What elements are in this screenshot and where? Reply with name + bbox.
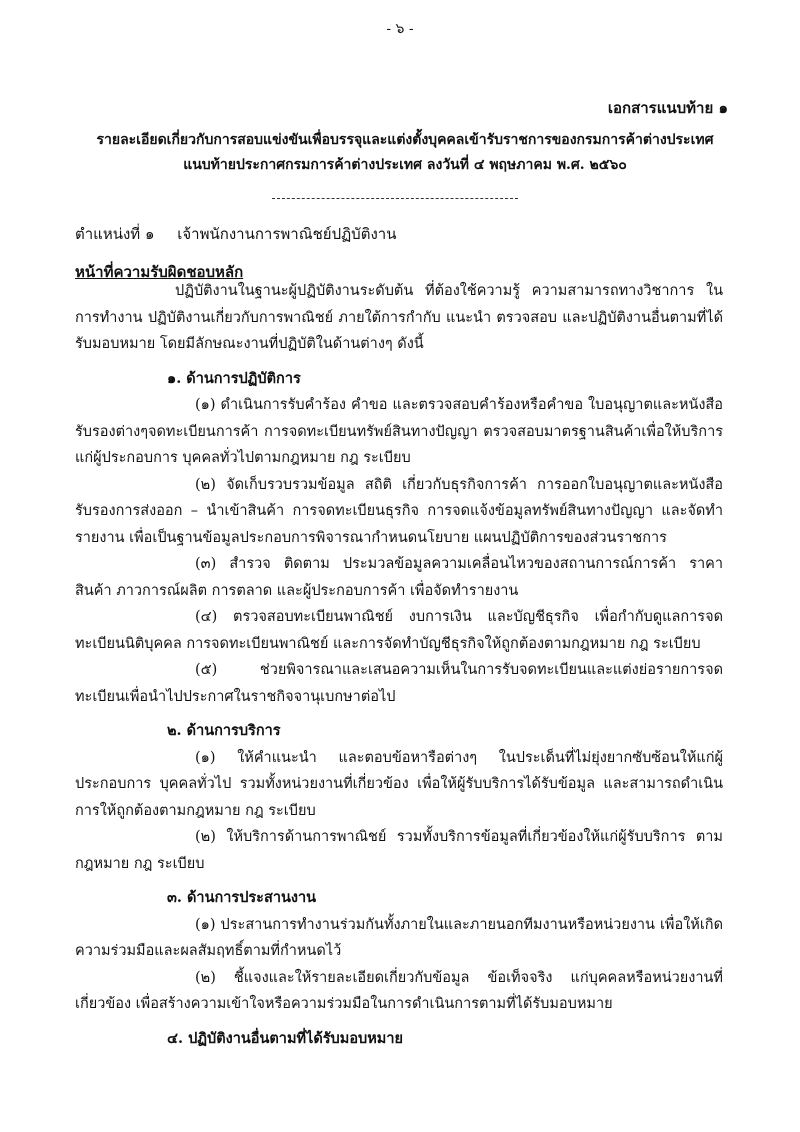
position-label: ตำแหน่งที่ ๑ xyxy=(75,225,155,243)
title-line-2: แนบท้ายประกาศกรมการค้าต่างประเทศ ลงวันที่ ๔ พฤษภาคม พ.ศ. ๒๕๖๐ xyxy=(183,157,627,173)
section-heading-operations: ๑. ด้านการปฏิบัติการ xyxy=(167,369,301,387)
document-body xyxy=(75,278,723,1052)
service-item: (๑) ให้คำแนะนำ และตอบข้อหารือต่างๆ ในประเด็นที่ไม่ยุ่งยากซับซ้อนให้แก่ผู้ประกอบการ บุคคลทั่วไป รวมทั้งหน่วยงานที่เกี่ยวข้อง เพื่อให้ผู้รับบริการได้รับข้อมูล และสามารถดำเนินการให้ถูกต้องตามกฎหมาย กฎ ระเบียบ xyxy=(75,749,723,819)
position-title: เจ้าพนักงานการพาณิชย์ปฏิบัติงาน xyxy=(177,225,397,243)
operations-item: (๔) ตรวจสอบทะเบียนพาณิชย์ งบการเงิน และบัญชีธุรกิจ เพื่อกำกับดูแลการจดทะเบียนนิติบุคคล การจดทะเบียนพาณิชย์ และการจัดทำบัญชีธุรกิจให้ถูกต้องตามกฎหมาย กฎ ระเบียบ xyxy=(75,609,723,652)
page-number: - ๖ - xyxy=(386,21,414,37)
position-line xyxy=(75,222,396,246)
separator-line xyxy=(272,198,518,199)
document-title xyxy=(60,128,750,178)
coordination-item: (๒) ชี้แจงและให้รายละเอียดเกี่ยวกับข้อมูล ข้อเท็จจริง แก่บุคคลหรือหน่วยงานที่เกี่ยวข้อง เพื่อสร้างความเข้าใจหรือความร่วมมือในการดำเนินการตามที่ได้รับมอบหมาย xyxy=(75,969,723,1012)
operations-item: (๕) ช่วยพิจารณาและเสนอความเห็นในการรับจดทะเบียนและแต่งย่อรายการจดทะเบียนเพื่อนำไปประกาศในราชกิจจานุเบกษาต่อไป xyxy=(75,662,723,705)
main-duties-heading: หน้าที่ความรับผิดชอบหลัก xyxy=(75,263,244,281)
service-item: (๒) ให้บริการด้านการพาณิชย์ รวมทั้งบริการข้อมูลที่เกี่ยวข้องให้แก่ผู้รับบริการ ตามกฎหมาย กฎ ระเบียบ xyxy=(75,829,723,872)
section-heading-other: ๔. ปฏิบัติงานอื่นตามที่ได้รับมอบหมาย xyxy=(167,1029,403,1047)
intro-paragraph: ปฏิบัติงานในฐานะผู้ปฏิบัติงานระดับต้น ที่ต้องใช้ความรู้ ความสามารถทางวิชาการ ในการทำงาน ปฏิบัติงานเกี่ยวกับการพาณิชย์ ภายใต้การกำกับ แนะนำ ตรวจสอบ และปฏิบัติงานอื่นตามที่ได้รับมอบหมาย โดยมีลักษณะงานที่ปฏิบัติในด้านต่างๆ ดังนี้ xyxy=(75,283,723,352)
coordination-item: (๑) ประสานการทำงานร่วมกันทั้งภายในและภายนอกทีมงานหรือหน่วยงาน เพื่อให้เกิดความร่วมมือและผลสัมฤทธิ์ตามที่กำหนดไว้ xyxy=(75,916,723,959)
section-heading-service: ๒. ด้านการบริการ xyxy=(167,722,281,739)
operations-item: (๒) จัดเก็บรวบรวมข้อมูล สถิติ เกี่ยวกับธุรกิจการค้า การออกใบอนุญาตและหนังสือรับรองการส่งออก – นำเข้าสินค้า การจดทะเบียนธุรกิจ การจดแจ้งข้อมูลทรัพย์สินทางปัญญา และจัดทำรายงาน เพื่อเป็นฐานข้อมูลประกอบการพิจารณากำหนดนโยบาย แผนปฏิบัติการของส่วนราชการ xyxy=(75,476,723,546)
attachment-label: เอกสารแนบท้าย ๑ xyxy=(607,99,728,117)
operations-item: (๓) สำรวจ ติดตาม ประมวลข้อมูลความเคลื่อนไหวของสถานการณ์การค้า ราคาสินค้า ภาวการณ์ผลิต การตลาด และผู้ประกอบการค้า เพื่อจัดทำรายงาน xyxy=(75,556,723,599)
section-heading-coordination: ๓. ด้านการประสานงาน xyxy=(167,889,317,906)
title-line-1: รายละเอียดเกี่ยวกับการสอบแข่งขันเพื่อบรรจุและแต่งตั้งบุคคลเข้ารับราชการของกรมการค้าต่างประเทศ xyxy=(96,132,714,148)
operations-item: (๑) ดำเนินการรับคำร้อง คำขอ และตรวจสอบคำร้องหรือคำขอ ใบอนุญาตและหนังสือรับรองต่างๆจดทะเบียนการค้า การจดทะเบียนทรัพย์สินทางปัญญา ตรวจสอบมาตรฐานสินค้าเพื่อให้บริการแก่ผู้ประกอบการ บุคคลทั่วไปตามกฎหมาย กฎ ระเบียบ xyxy=(75,397,723,466)
